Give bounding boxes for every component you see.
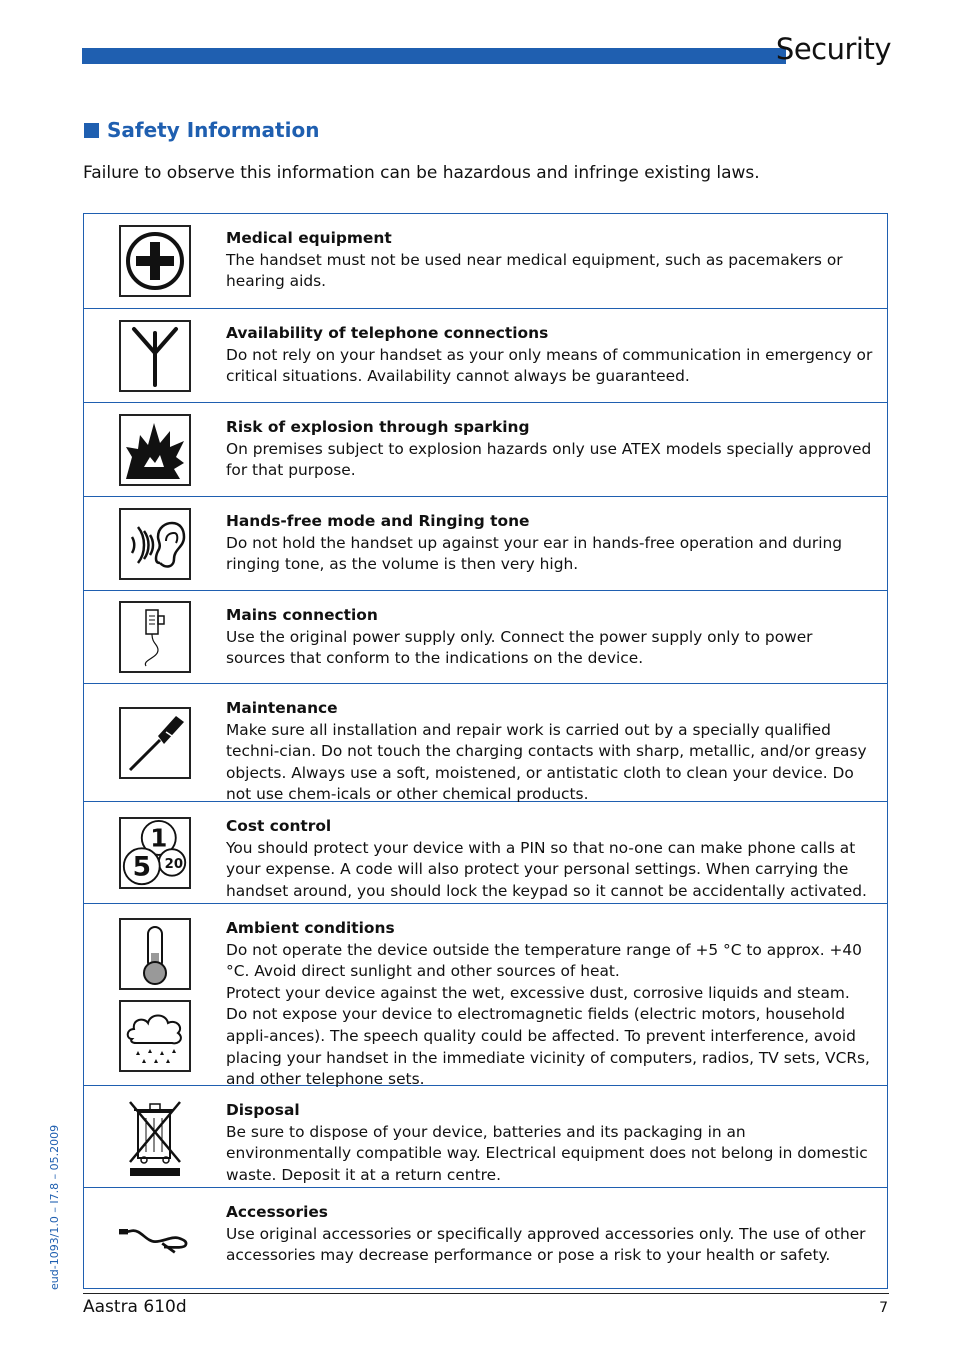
rain-cloud-icon [119,1000,191,1072]
screwdriver-icon [119,707,191,779]
row-text [226,309,887,402]
row-body: Make sure all installation and repair work is carried out by a specially qualified techni-cian. Do not touch the charging contacts with sharp, metallic, and/or greasy objects. Always use a soft, moistened, or antistatic cloth to clean your device. Do not use chem-icals or other chemical products. [226,720,867,804]
crossed-bin-icon [119,1101,191,1173]
row-body: Do not hold the handset up against your ear in hands-free operation and during ringing tone, as the volume is then very high. [226,533,843,574]
table-row [84,683,887,804]
heading-square-icon [84,123,99,138]
thermometer-icon [119,918,191,990]
heading-text: Safety Information [107,118,320,142]
document-code: eud-1093/1.0 – I7.8 – 05.2009 [48,1124,61,1290]
coin-label-big: 1 [150,822,168,852]
row-text [226,214,887,308]
row-title: Medical equipment [226,229,392,247]
table-row [84,402,887,496]
icon-cell [84,904,226,1085]
row-text [226,497,887,590]
page-heading [84,118,319,142]
icon-cell [84,497,226,590]
row-text [226,904,887,1089]
row-title: Hands-free mode and Ringing tone [226,512,530,530]
icon-cell [84,1086,226,1187]
row-body: Use the original power supply only. Connect the power supply only to power sources that conform to the indications on the device. [226,627,813,668]
row-body: On premises subject to explosion hazards only use ATEX models specially approved for that purpose. [226,439,872,480]
power-adapter-icon [119,601,191,673]
row-title: Maintenance [226,699,338,717]
row-title: Mains connection [226,606,378,624]
table-row [84,1187,887,1288]
icon-cell [84,309,226,402]
row-body: Do not operate the device outside the temperature range of +5 °C to approx. +40 °C. Avoid direct sunlight and other sources of heat. [226,940,862,981]
ear-sound-icon [119,508,191,580]
safety-table [83,213,888,1289]
row-title: Availability of telephone connections [226,324,549,342]
page-number: 7 [879,1300,888,1316]
row-body: You should protect your device with a PIN so that no-one can make phone calls at your expense. A code will also protect your personal settings. When carrying the handset around, you should lock the keypad so it cannot be accidentally activated. [226,838,867,900]
footer-product: Aastra 610d [83,1297,187,1317]
row-title: Accessories [226,1203,328,1221]
row-body: The handset must not be used near medical equipment, such as pacemakers or hearing aids. [226,250,843,291]
coins-icon [119,817,191,889]
icon-cell [84,1188,226,1288]
row-text [226,1188,887,1288]
icon-cell [84,684,226,801]
table-row [84,308,887,402]
row-text [226,684,887,804]
row-text [226,1086,887,1187]
row-title: Cost control [226,817,332,835]
coin-label-small: 20 [164,856,184,872]
row-body: Protect your device against the wet, excessive dust, corrosive liquids and steam. [226,983,850,1002]
antenna-icon [119,320,191,392]
icon-cell [84,802,226,903]
row-body: Use original accessories or specifically approved accessories only. The use of other accessories may decrease performance or pose a risk to your health or safety. [226,1224,866,1265]
coin-label-mid: 5 [132,851,151,883]
cable-icon [119,1202,191,1274]
row-body: Do not expose your device to electromagnetic fields (electric motors, household appli-ances). The speech quality could be affected. To prevent interference, avoid placing your handset in the immediate vicinity of computers, radios, TV sets, VCRs, and other telephone sets. [226,1005,870,1089]
table-row [84,496,887,590]
table-row [84,801,887,903]
table-row [84,1085,887,1187]
row-text [226,802,887,903]
explosion-icon [119,414,191,486]
row-body: Do not rely on your handset as your only means of communication in emergency or critical situations. Availability cannot always be guaranteed. [226,345,873,386]
row-title: Risk of explosion through sparking [226,418,530,436]
footer-divider [83,1293,889,1294]
icon-cell [84,591,226,683]
row-text [226,591,887,683]
row-body: Be sure to dispose of your device, batteries and its packaging in an environmentally compatible way. Electrical equipment does not belong in domestic waste. Deposit it at a return centre. [226,1122,868,1184]
table-row [84,590,887,683]
table-row [84,903,887,1089]
row-title: Disposal [226,1101,300,1119]
section-title: Security [775,32,891,66]
medical-cross-icon [119,225,191,297]
icon-cell [84,403,226,496]
intro-text: Failure to observe this information can be hazardous and infringe existing laws. [83,163,760,183]
icon-cell [84,214,226,308]
table-row [84,214,887,308]
row-text [226,403,887,496]
row-title: Ambient conditions [226,919,395,937]
header-bar [82,48,786,64]
